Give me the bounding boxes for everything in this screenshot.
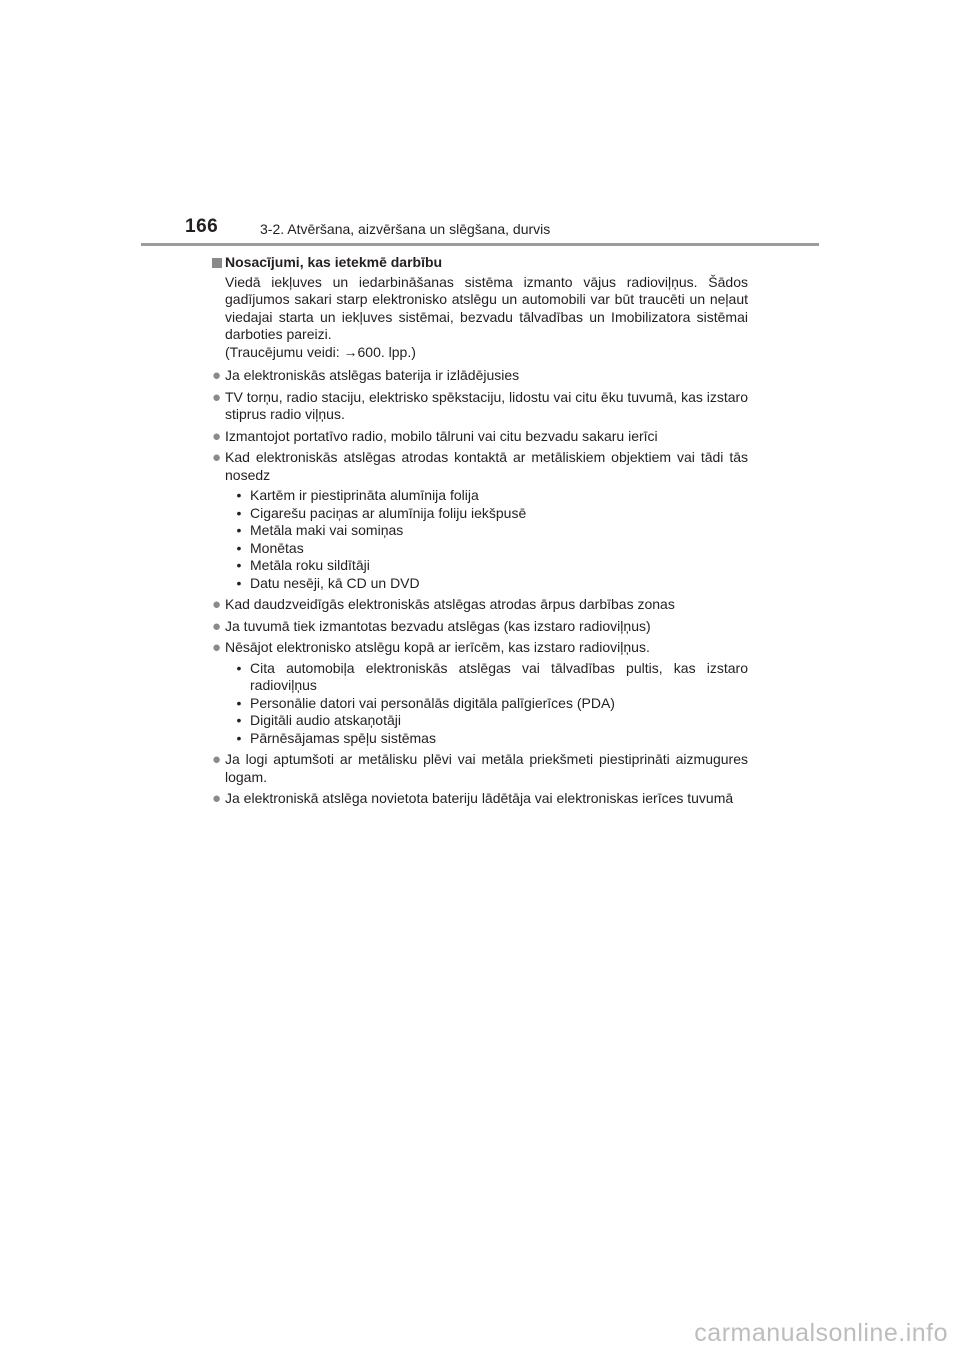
square-bullet-icon [212, 258, 222, 268]
list-item-text: TV torņu, radio staciju, elektrisko spēkstaciju, lidostu vai citu ēku tuvumā, kas izstaro stiprus radio viļņus. [225, 388, 748, 422]
circle-bullet-icon: ● [212, 427, 222, 445]
list-item [212, 367, 748, 385]
list-item-text: Nēsājot elektronisko atslēgu kopā ar ierīcēm, kas izstaro radioviļņus. [225, 639, 650, 655]
dot-bullet-icon: • [236, 487, 242, 503]
section-title: 3-2. Atvēršana, aizvēršana un slēgšana, durvis [260, 221, 551, 237]
dot-bullet-icon: • [236, 539, 242, 556]
list-item [212, 639, 748, 657]
circle-bullet-icon: ● [212, 639, 222, 656]
page-header [0, 0, 960, 250]
heading-text: Nosacījumi, kas ietekmē darbību [225, 254, 443, 270]
sub-list [225, 660, 748, 748]
list-item [212, 449, 748, 484]
list-item-text: Kad elektroniskās atslēgas atrodas kontaktā ar metāliskiem objektiem vai tādi tās nosedz [225, 449, 748, 483]
dot-bullet-icon: • [236, 522, 242, 538]
sub-list-item [225, 522, 748, 540]
section-heading [212, 254, 748, 272]
list-item [212, 596, 748, 614]
sub-list-item [225, 557, 748, 575]
sub-list [225, 487, 748, 592]
sub-list-item [225, 660, 748, 695]
circle-bullet-icon: ● [212, 617, 222, 635]
list-item [212, 790, 748, 808]
sub-list-item [225, 540, 748, 558]
circle-bullet-icon: ● [212, 367, 222, 384]
list-item-text: Kad daudzveidīgās elektroniskās atslēgas atrodas ārpus darbības zonas [225, 596, 675, 612]
circle-bullet-icon: ● [212, 449, 222, 466]
list-item [212, 389, 748, 424]
list-item-text: Ja elektroniskās atslēgas baterija ir izlādējusies [225, 367, 520, 383]
list-item-text: Ja elektroniskā atslēga novietota bateriju lādētāja vai elektroniskas ierīces tuvumā [225, 790, 734, 806]
sub-list-item-text: Cita automobiļa elektroniskās atslēgas vai tālvadības pultis, kas izstaro radioviļņus [250, 659, 748, 693]
sub-list-item-text: Monētas [250, 539, 304, 556]
sub-list-item-text: Metāla maki vai somiņas [250, 522, 404, 538]
dot-bullet-icon: • [236, 557, 242, 573]
sub-list-item-text: Pārnēsājamas spēļu sistēmas [250, 729, 436, 746]
sub-list-item-text: Kartēm ir piestiprināta alumīnija folija [250, 487, 479, 503]
sub-list-item [225, 730, 748, 748]
list-item [212, 428, 748, 446]
list-item [212, 751, 748, 786]
page-content [212, 254, 748, 808]
circle-bullet-icon: ● [212, 751, 222, 768]
dot-bullet-icon: • [236, 694, 242, 711]
dot-bullet-icon: • [236, 712, 242, 728]
circle-bullet-icon: ● [212, 790, 222, 807]
sub-list-item [225, 575, 748, 593]
circle-bullet-icon: ● [212, 596, 222, 613]
sub-list-item-text: Datu nesēji, kā CD un DVD [250, 574, 420, 591]
sub-list-item-text: Cigarešu paciņas ar alumīnija foliju iekšpusē [250, 504, 527, 521]
dot-bullet-icon: • [236, 574, 242, 591]
watermark: carmanualsonline.info [694, 1319, 948, 1347]
sub-list-item-text: Personālie datori vai personālās digitāla palīgierīces (PDA) [250, 694, 615, 711]
sub-list-item [225, 505, 748, 523]
list-item-text: Ja logi aptumšoti ar metālisku plēvi vai metāla priekšmeti piestiprināti aizmugures logam. [225, 751, 748, 785]
dot-bullet-icon: • [236, 729, 242, 746]
circle-bullet-icon: ● [212, 388, 222, 406]
dot-bullet-icon: • [236, 504, 242, 521]
dot-bullet-icon: • [236, 659, 242, 676]
list-item-text: Ja tuvumā tiek izmantotas bezvadu atslēgas (kas izstaro radioviļņus) [225, 617, 651, 634]
sub-list-item [225, 712, 748, 730]
sub-list-item-text: Metāla roku sildītāji [250, 557, 370, 573]
header-divider [141, 243, 819, 246]
sub-list-item [225, 487, 748, 505]
sub-list-item [225, 695, 748, 713]
list-item [212, 618, 748, 636]
list-item-text: Izmantojot portatīvo radio, mobilo tālruni vai citu bezvadu sakaru ierīci [225, 427, 658, 444]
sub-list-item-text: Digitāli audio atskaņotāji [250, 712, 401, 728]
page-number: 166 [185, 216, 219, 237]
intro-reference: (Traucējumu veidi: →600. lpp.) [225, 343, 416, 360]
intro-paragraph: Viedā iekļuves un iedarbināšanas sistēma izmanto vājus radioviļņus. Šādos gadījumos sakari starp elektronisko atslēgu un automobili var būt traucēti un neļaut viedajai starta un iekļuves sistēmai, bezvadu tālvadības un Imobilizatora sistēmai darboties pareizi. [225, 273, 748, 342]
